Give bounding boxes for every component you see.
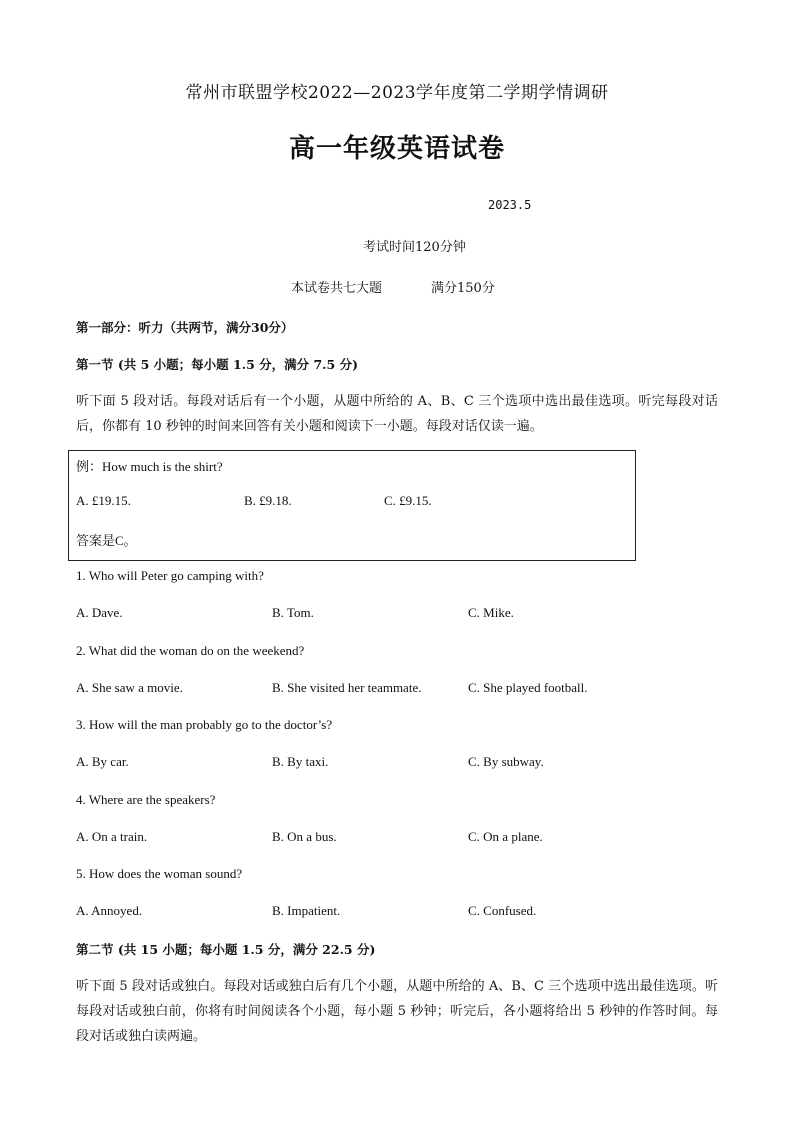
example-answer: 答案是C。 xyxy=(76,533,137,548)
paper-total: 本试卷共七大题 xyxy=(291,281,383,296)
question-1-option-b: B. Tom. xyxy=(272,605,314,620)
question-4-option-a: A. On a train. xyxy=(76,829,148,844)
question-1-option-a: A. Dave. xyxy=(76,605,123,620)
question-2-option-b: B. She visited her teammate. xyxy=(272,680,422,695)
question-3-option-a: A. By car. xyxy=(76,754,129,769)
question-2-option-a: A. She saw a movie. xyxy=(76,680,183,695)
question-3-option-c: C. By subway. xyxy=(468,754,544,769)
example-option-a: A. £19.15. xyxy=(76,493,131,508)
question-3: 3. How will the man probably go to the doctor’s? xyxy=(76,717,333,732)
page-title: 高一年级英语试卷 xyxy=(288,134,505,164)
section2-heading: 第二节 (共 15 小题；每小题 1.5 分，满分 22.5 分) xyxy=(76,942,376,957)
section1-instructions: 听下面 5 段对话。每段对话后有一个小题，从题中所给的 A、B、C 三个选项中选出最佳选项。听完每段对话后，你都有 10 秒钟的时间来回答有关小题和阅读下一小题。每段对话仅读一遍。 xyxy=(76,394,718,434)
full-score: 满分150分 xyxy=(431,281,495,296)
school-line: 常州市联盟学校2022—2023学年度第二学期学情调研 xyxy=(185,83,609,103)
part1-heading: 第一部分：听力（共两节，满分30分） xyxy=(76,320,294,335)
question-5: 5. How does the woman sound? xyxy=(76,866,243,881)
question-4-option-b: B. On a bus. xyxy=(272,829,337,844)
question-1: 1. Who will Peter go camping with? xyxy=(76,568,264,583)
question-4-option-c: C. On a plane. xyxy=(468,829,543,844)
exam-date: 2023.5 xyxy=(488,198,532,212)
section2-instructions: 听下面 5 段对话或独白。每段对话或独白后有几个小题，从题中所给的 A、B、C 三个选项中选出最佳选项。听每段对话或独白前，你将有时间阅读各个小题，每小题 5 秒钟；听完后，各小题将给出 5 秒钟的作答时间。每段对话或独白读两遍。 xyxy=(76,979,718,1044)
exam-time: 考试时间120分钟 xyxy=(363,240,466,255)
example-question: 例：How much is the shirt? xyxy=(76,459,223,474)
question-2-option-c: C. She played football. xyxy=(468,680,588,695)
question-5-option-a: A. Annoyed. xyxy=(76,903,143,918)
question-2: 2. What did the woman do on the weekend? xyxy=(76,643,305,658)
question-1-option-c: C. Mike. xyxy=(468,605,514,620)
section1-heading: 第一节 (共 5 小题；每小题 1.5 分，满分 7.5 分) xyxy=(76,357,358,372)
example-option-b: B. £9.18. xyxy=(244,493,292,508)
question-5-option-c: C. Confused. xyxy=(468,903,537,918)
question-5-option-b: B. Impatient. xyxy=(272,903,341,918)
example-option-c: C. £9.15. xyxy=(384,493,432,508)
question-4: 4. Where are the speakers? xyxy=(76,792,216,807)
question-3-option-b: B. By taxi. xyxy=(272,754,329,769)
